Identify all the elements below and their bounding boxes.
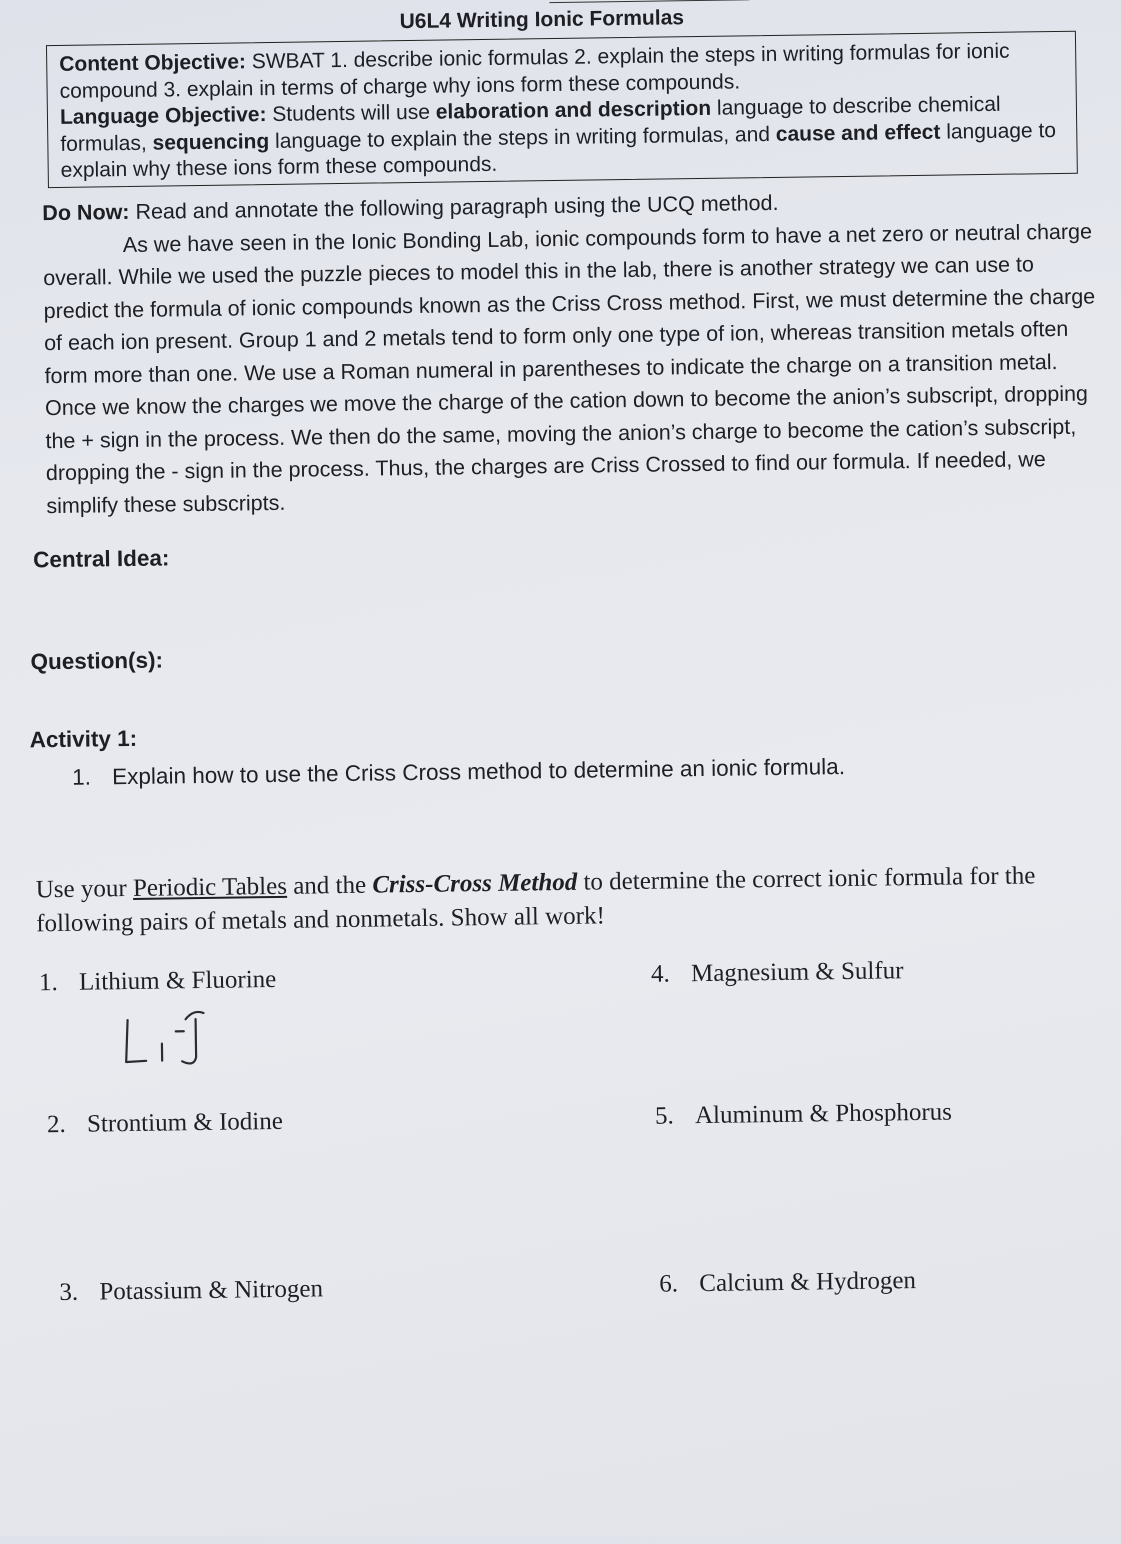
problem-item: 5. Aluminum & Phosphorus: [654, 1098, 953, 1130]
do-now-section: [42, 182, 1098, 522]
problem-item: 3. Potassium & Nitrogen: [59, 1275, 324, 1307]
problem-item: 6. Calcium & Hydrogen: [659, 1267, 917, 1298]
periodic-tables-text: Periodic Tables: [132, 872, 288, 902]
problem-item: 4. Magnesium & Sulfur: [650, 957, 904, 988]
content-objective-label: Content Objective:: [59, 50, 247, 76]
do-now-paragraph: As we have seen in the Ionic Bonding Lab, ionic compounds form to have a net zero or neutral charge overall. While we used the puzzle pieces to model this in the lab, there is another strategy we can use to predict the formula of ionic compounds known as the Criss Cross method. First, we must determine the charge of each ion present. Group 1 and 2 metals tend to form only one type of ion, whereas transition metals often form more than one. We use a Roman numeral in parentheses to indicate the charge on a transition metal. Once we know the charges we move the charge of the cation down to become the anion’s subscript, dropping the + sign in the process. We then do the same, moving the anion’s charge to become the cation’s subscript, dropping the - sign in the process. Thus, the charges are Criss Crossed to find our formula. If needed, we simplify these subscripts.: [43, 219, 1096, 518]
criss-cross-method-text: Criss-Cross Method: [372, 868, 578, 899]
central-idea-label: Central Idea:: [32, 545, 170, 573]
top-rule: [549, 0, 749, 3]
problem-item: 1. Lithium & Fluorine: [38, 965, 277, 997]
instructions-text: Use your Periodic Tables and the Criss-Cross Method to determine the correct ionic formula for the following pairs of metals and nonmetals. Show all work!: [35, 862, 1036, 938]
activity-question: 1. Explain how to use the Criss Cross method to determine an ionic formula.: [72, 754, 846, 790]
activity-label: Activity 1:: [29, 725, 138, 753]
language-objective-label: Language Objective:: [59, 103, 267, 129]
problem-item: 2. Strontium & Iodine: [46, 1107, 284, 1139]
objectives-box: [46, 31, 1078, 188]
questions-label: Question(s):: [30, 647, 164, 675]
do-now-instruction: Do Now: Read and annotate the following paragraph using the UCQ method.: [42, 190, 779, 226]
content-objective: Content Objective: SWBAT 1. describe ionic formulas 2. explain the steps in writing formulas for ionic compound 3. explain in terms of charge why ions form these compounds.: [59, 39, 1010, 103]
handwritten-answer-lif: [121, 1005, 232, 1077]
worksheet-title: U6L4 Writing Ionic Formulas: [399, 6, 685, 34]
do-now-label: Do Now:: [42, 199, 130, 226]
language-objective: Language Objective: Students will use elaboration and description language to describe chemical formulas, sequencing language to explain the steps in writing formulas, and cause and effect language to explain why these ions form these compounds.: [59, 92, 1057, 182]
